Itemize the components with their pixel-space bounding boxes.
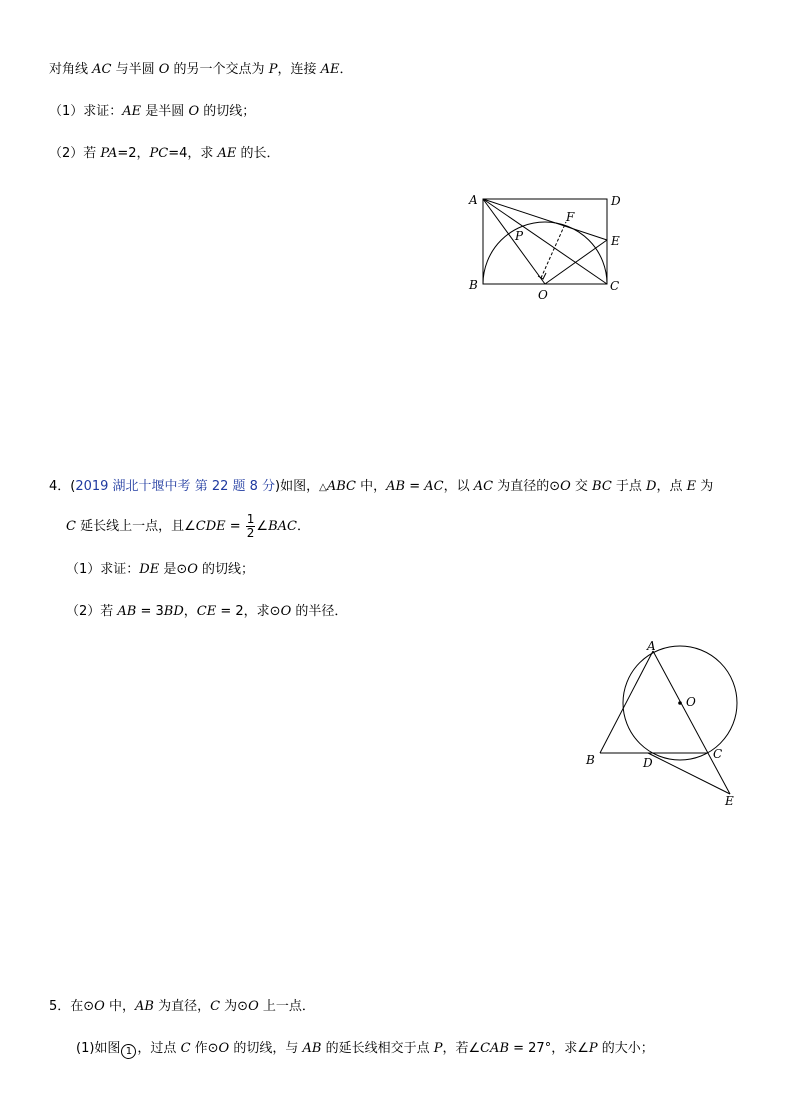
text: = [225, 519, 245, 534]
text: （1）求证： [49, 104, 123, 119]
var: CE [196, 604, 217, 619]
text: )如图， [275, 479, 320, 494]
var: AB [302, 1041, 322, 1056]
var: O [187, 562, 198, 577]
text: = 27°，求∠ [509, 1041, 589, 1056]
text: （1）求证： [66, 562, 140, 577]
text: ， [183, 604, 197, 619]
var: O [280, 604, 292, 619]
text: 中， [104, 999, 135, 1014]
text: 作⊙ [190, 1041, 219, 1056]
label-C: C [713, 747, 723, 761]
text: = 3 [136, 604, 164, 619]
text: 于点 [611, 479, 647, 494]
text: ，若∠ [442, 1041, 481, 1056]
var: P [588, 1041, 598, 1056]
var: DE [139, 562, 160, 577]
text: =4，求 [168, 146, 218, 161]
var: AE [122, 104, 142, 119]
var: D [646, 479, 657, 494]
text: ，点 [656, 479, 687, 494]
var: O [218, 1041, 230, 1056]
text: （2）若 [49, 146, 101, 161]
var: O [560, 479, 571, 494]
label-F: F [566, 210, 575, 224]
problem5-question-1 [76, 1040, 654, 1059]
text: ，连接 [277, 62, 321, 77]
var: BAC [268, 519, 297, 534]
var: CDE [195, 519, 226, 534]
var: AB [134, 999, 154, 1014]
var: CAB [480, 1041, 509, 1056]
text: ，过点 [137, 1041, 181, 1056]
text: ，以 [443, 479, 474, 494]
var: BD [163, 604, 184, 619]
text: 是⊙ [159, 562, 188, 577]
fraction-numerator: 1 [246, 512, 255, 526]
text: 的切线，与 [229, 1041, 303, 1056]
text: 为直径， [153, 999, 211, 1014]
var: AE [217, 146, 237, 161]
text: 上一点． [258, 999, 315, 1014]
text: 的半径． [291, 604, 348, 619]
text: 对角线 [49, 62, 93, 77]
var: O [248, 999, 259, 1014]
label-A: A [647, 639, 656, 653]
label-C: C [610, 279, 620, 293]
text: 是半圆 [141, 104, 189, 119]
text: ． [339, 62, 353, 77]
text: 为 [696, 479, 714, 494]
label-O: O [538, 288, 548, 302]
var: AC [473, 479, 494, 494]
text: 与半圆 [111, 62, 159, 77]
problem5-header [49, 998, 315, 1016]
text: (1)如图 [76, 1041, 121, 1056]
label-P: P [515, 229, 524, 243]
var: AE [320, 62, 340, 77]
var: C [180, 1041, 191, 1056]
text: 交 [570, 479, 593, 494]
text: 5．在⊙ [49, 999, 95, 1014]
text: 为直径的⊙ [493, 479, 561, 494]
text: 的切线； [199, 104, 256, 119]
source-link[interactable]: 2019 湖北十堰中考 第 22 题 8 分 [75, 479, 276, 494]
text: 的切线； [197, 562, 255, 577]
text: 4．( [49, 479, 76, 494]
label-O: O [686, 695, 696, 709]
text: ． [296, 519, 310, 534]
fraction-denominator: 2 [246, 526, 255, 540]
label-E: E [725, 794, 734, 808]
label-D: D [643, 756, 653, 770]
text: 中， [355, 479, 387, 494]
text: 的长． [236, 146, 280, 161]
label-E: E [611, 234, 620, 248]
var: AC [92, 62, 112, 77]
segment-AE [653, 651, 730, 794]
text: 的延长线相交于点 [321, 1041, 434, 1056]
text: = 2，求⊙ [216, 604, 281, 619]
label-A: A [469, 193, 478, 207]
var: E [686, 479, 697, 494]
segment-AB [600, 651, 653, 753]
var: AB [386, 479, 406, 494]
label-D: D [611, 194, 621, 208]
var: O [188, 104, 200, 119]
var: ABC [326, 479, 356, 494]
text: 为⊙ [220, 999, 249, 1014]
var: PA [100, 146, 118, 161]
var: BC [592, 479, 612, 494]
var: P [268, 62, 278, 77]
var: AB [117, 604, 137, 619]
var: AC [424, 479, 444, 494]
circled-number: 1 [121, 1044, 136, 1059]
center-dot [678, 701, 682, 705]
text: ∠ [256, 519, 269, 534]
text: （2）若 [66, 604, 118, 619]
text: 的另一个交点为 [169, 62, 269, 77]
var: C [210, 999, 221, 1014]
var: P [433, 1041, 443, 1056]
text: 的大小； [597, 1041, 654, 1056]
text: = [405, 479, 425, 494]
text: 延长线上一点，且∠ [75, 519, 196, 534]
label-B: B [469, 278, 478, 292]
var: PC [149, 146, 169, 161]
triangle-symbol: △ [319, 482, 327, 493]
var: C [66, 519, 76, 534]
text: =2， [117, 146, 150, 161]
var: O [158, 62, 170, 77]
label-B: B [586, 753, 595, 767]
var: O [94, 999, 105, 1014]
